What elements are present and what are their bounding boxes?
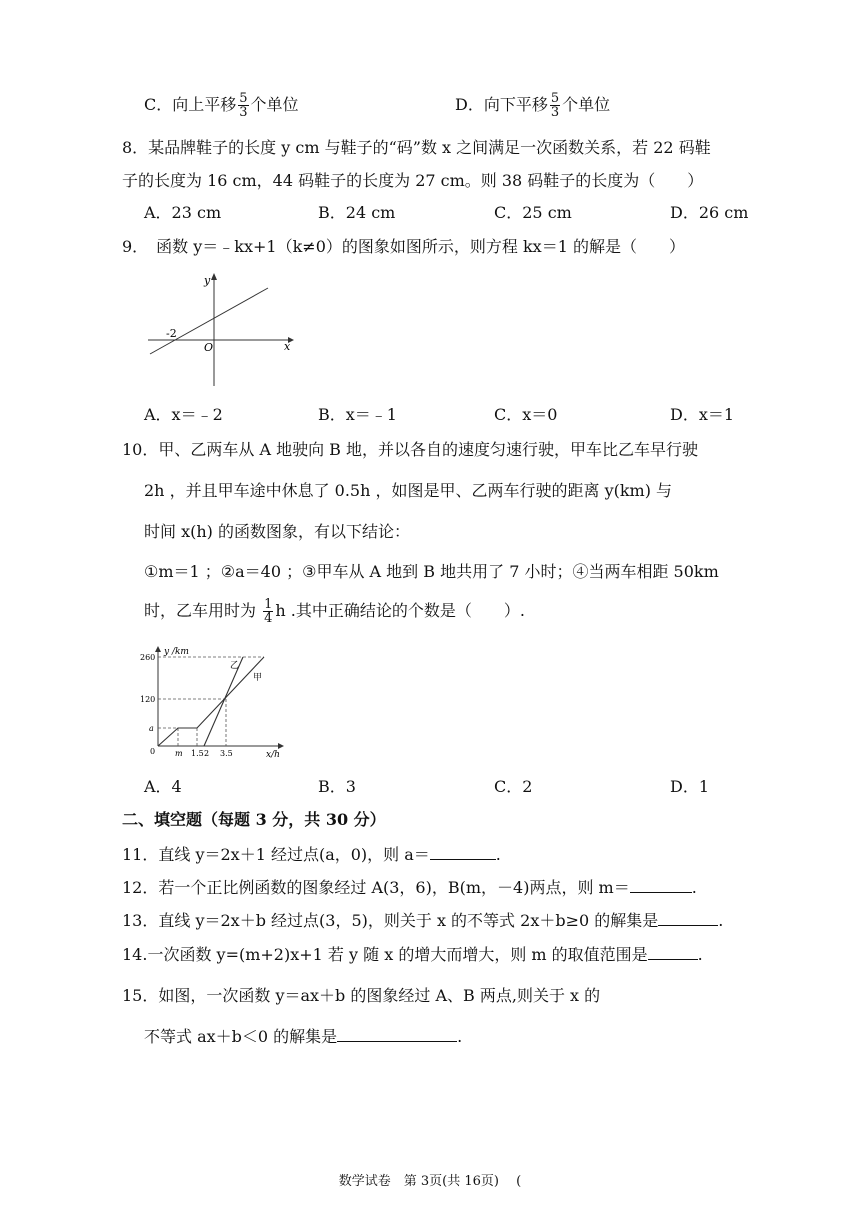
y-axis-arrow-icon: [155, 646, 161, 652]
q14: [122, 943, 703, 966]
q11-text: 11．直线 y＝2x＋1 经过点(a，0)，则 a＝: [122, 845, 430, 864]
fraction: [550, 92, 560, 119]
q13-end: .: [718, 911, 724, 930]
q10-line5-prefix: 时，乙车用时为: [144, 601, 257, 620]
q11: [122, 843, 501, 866]
q8-option-a[interactable]: A．23 cm: [144, 203, 222, 222]
q8-option-b[interactable]: B．24 cm: [318, 203, 396, 222]
q9-stem: 9． 函数 y＝﹣kx+1（k≠0）的图象如图所示，则方程 kx＝1 的解是（ ）: [122, 237, 685, 256]
q8-stem-line2: 子的长度为 16 cm，44 码鞋子的长度为 27 cm。则 38 码鞋子的长度为（ ）: [122, 171, 704, 190]
y-axis-label: y /km: [164, 647, 189, 657]
x-tick-2: 2: [204, 749, 210, 758]
q7-option-c-suffix: 个单位: [250, 95, 299, 114]
y-tick-a: a: [149, 724, 154, 733]
q12-end: .: [691, 878, 697, 897]
q10-stem-line4: ①m＝1 ；②a＝40 ；③甲车从 A 地到 B 地共用了 7 小时；④当两车相距 50km: [144, 562, 719, 581]
q13: [122, 909, 723, 932]
fraction-denominator: 3: [239, 105, 248, 120]
q10-option-b[interactable]: B．3: [318, 777, 356, 796]
q12-answer-blank[interactable]: [630, 876, 692, 893]
q7-option-d-suffix: 个单位: [562, 95, 611, 114]
q7-option-c[interactable]: [144, 92, 299, 119]
fraction-numerator: 5: [239, 91, 248, 106]
origin-label: 0: [150, 747, 156, 756]
q13-text: 13．直线 y＝2x＋b 经过点(3，5)，则关于 x 的不等式 2x＋b≥0 的解集是: [122, 911, 659, 930]
q10-option-d[interactable]: D．1: [670, 777, 710, 796]
q15-line2: [144, 1025, 462, 1048]
q9-option-c[interactable]: C．x＝0: [494, 405, 558, 424]
q10-stem-line1: 10．甲、乙两车从 A 地驶向 B 地，并以各自的速度匀速行驶，甲车比乙车早行驶: [122, 440, 699, 459]
x-tick-3-5: 3.5: [220, 749, 233, 758]
q9-option-a[interactable]: A．x＝﹣2: [144, 405, 223, 424]
page-footer: 数学试卷 第 3页(共 16页) (: [338, 1174, 522, 1189]
q12-text: 12．若一个正比例函数的图象经过 A(3，6)，B(m，－4)两点，则 m＝: [122, 878, 630, 897]
q15-text: 不等式 ax＋b＜0 的解集是: [144, 1027, 338, 1046]
fraction-numerator: 1: [264, 597, 273, 612]
x-tick-label: -2: [166, 327, 177, 340]
x-axis-label: x/h: [266, 750, 280, 760]
q9-function-graph: [140, 268, 300, 392]
q13-answer-blank[interactable]: [658, 909, 718, 926]
q15-line1: 15．如图，一次函数 y＝ax＋b 的图象经过 A、B 两点,则关于 x 的: [122, 986, 601, 1005]
origin-label: O: [204, 341, 214, 354]
jia-line: [158, 657, 264, 746]
q15-answer-blank[interactable]: [337, 1025, 457, 1042]
q10-stem-line5: [144, 598, 525, 625]
x-tick-m: m: [175, 749, 183, 758]
q12: [122, 876, 697, 899]
y-axis-arrow-icon: [211, 273, 217, 280]
q8-stem-line1: 8．某品牌鞋子的长度 y cm 与鞋子的“码”数 x 之间满足一次函数关系，若 22 码鞋: [122, 138, 711, 157]
q14-answer-blank[interactable]: [648, 943, 698, 960]
q11-answer-blank[interactable]: [430, 843, 496, 860]
fraction-denominator: 4: [264, 611, 273, 626]
x-axis-arrow-icon: [278, 743, 284, 749]
jia-label: 甲: [253, 673, 263, 683]
q14-end: .: [697, 945, 703, 964]
y-tick-260: 260: [140, 653, 156, 662]
q14-text: 14.一次函数 y=(m+2)x+1 若 y 随 x 的增大而增大，则 m 的取值范围是: [122, 945, 648, 964]
x-axis-label: x: [284, 340, 291, 353]
yi-label: 乙: [230, 661, 240, 671]
fraction: [263, 598, 273, 625]
fraction: [238, 92, 248, 119]
q10-distance-time-graph: [138, 646, 288, 762]
y-axis-label: y: [204, 274, 211, 287]
y-tick-120: 120: [140, 695, 156, 704]
q11-end: .: [495, 845, 501, 864]
x-tick-1-5: 1.5: [191, 749, 204, 758]
q9-option-b[interactable]: B．x＝﹣1: [318, 405, 397, 424]
q10-line5-suffix: h .其中正确结论的个数是（ ）.: [275, 601, 525, 620]
q10-stem-line2: 2h ，并且甲车途中休息了 0.5h ，如图是甲、乙两车行驶的距离 y(km) 与: [144, 481, 673, 500]
q10-option-a[interactable]: A．4: [144, 777, 182, 796]
q10-option-c[interactable]: C．2: [494, 777, 533, 796]
q7-option-c-prefix: C．向上平移: [144, 95, 237, 114]
q7-option-d[interactable]: [455, 92, 610, 119]
section-title: 二、填空题（每题 3 分，共 30 分）: [122, 810, 386, 829]
fraction-denominator: 3: [550, 105, 560, 120]
fraction-numerator: 5: [550, 91, 560, 106]
q10-stem-line3: 时间 x(h) 的函数图象，有以下结论：: [144, 522, 410, 541]
q8-option-c[interactable]: C．25 cm: [494, 203, 572, 222]
q9-option-d[interactable]: D．x＝1: [670, 405, 735, 424]
q7-option-d-prefix: D．向下平移: [455, 95, 548, 114]
q8-option-d[interactable]: D．26 cm: [670, 203, 749, 222]
q15-end: .: [457, 1027, 463, 1046]
